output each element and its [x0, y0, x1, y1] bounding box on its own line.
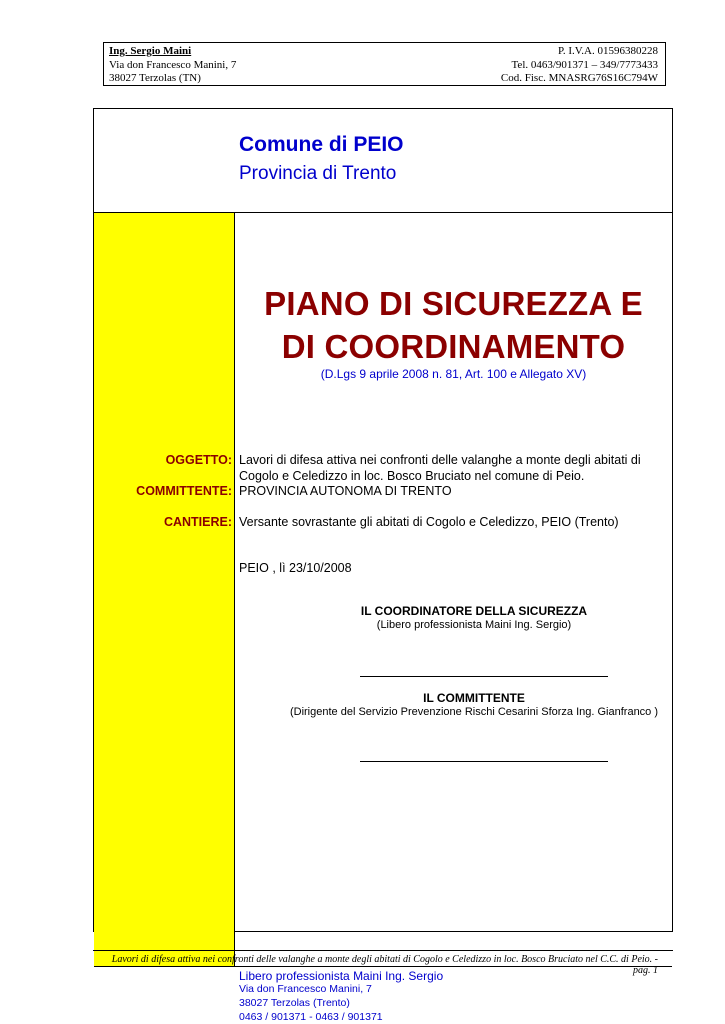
document-title-line-1: PIANO DI SICUREZZA E: [264, 285, 643, 322]
oggetto-label: OGGETTO:: [165, 453, 232, 467]
oggetto-line-2: Cogolo e Celedizzo in loc. Bosco Bruciato nel comune di Peio.: [239, 468, 585, 483]
cantiere-label: CANTIERE:: [163, 515, 232, 529]
coordinatore-signature-line: [360, 676, 608, 677]
header-author-street: Via don Francesco Manini, 7: [109, 58, 237, 71]
committente-value: PROVINCIA AUTONOMA DI TRENTO: [239, 484, 452, 498]
provincia-subtitle: Provincia di Trento: [239, 163, 397, 184]
author-phone: 0463 / 901371 - 0463 / 901371: [239, 1011, 383, 1023]
header-author-block: [109, 45, 236, 86]
legal-reference: (D.Lgs 9 aprile 2008 n. 81, Art. 100 e Allegato XV): [320, 367, 587, 381]
committente-signature-name: (Dirigente del Servizio Prevenzione Rischi Cesarini Sforza Ing. Gianfranco ): [289, 706, 659, 718]
header-phone: Tel. 0463/901371 – 349/7773433: [511, 58, 658, 71]
committente-label: COMMITTENTE:: [136, 484, 232, 498]
coordinatore-title: IL COORDINATORE DELLA SICUREZZA: [360, 604, 588, 618]
header-fiscal-code: Cod. Fisc. MNASRG76S16C794W: [500, 72, 658, 84]
page-footer-note: Lavori di difesa attiva nei confronti delle valanghe a monte degli abitati di Cogolo e Celedizzo in loc. Bosco Bruciato nel C.C. di Peio. - pag. 1: [111, 954, 658, 976]
header-author-name: Ing. Sergio Maini: [109, 45, 192, 57]
oggetto-value: [239, 453, 659, 484]
place-date: PEIO , lì 23/10/2008: [239, 561, 352, 575]
author-name: Libero professionista Maini Ing. Sergio: [239, 969, 444, 983]
yellow-sidebar: [94, 212, 235, 967]
footer-divider: [93, 950, 673, 951]
cantiere-value: Versante sovrastante gli abitati di Cogolo e Celedizzo, PEIO (Trento): [239, 515, 619, 529]
header-fiscal-block: [501, 45, 658, 86]
header-vat: P. I.V.A. 01596380228: [557, 45, 658, 57]
author-city: 38027 Terzolas (Trento): [239, 997, 350, 1009]
header-author-city: 38027 Terzolas (TN): [109, 72, 201, 84]
page-header: [103, 42, 666, 86]
author-street: Via don Francesco Manini, 7: [239, 983, 372, 995]
comune-title: Comune di PEIO: [239, 133, 404, 156]
committente-signature-line: [360, 761, 608, 762]
coordinatore-name: (Libero professionista Maini Ing. Sergio): [376, 619, 572, 631]
divider-top: [235, 212, 672, 213]
document-title-line-2: DI COORDINAMENTO: [281, 328, 626, 365]
oggetto-line-1: Lavori di difesa attiva nei confronti delle valanghe a monte degli abitati di: [239, 453, 641, 467]
committente-signature-title: IL COMMITTENTE: [423, 691, 525, 705]
